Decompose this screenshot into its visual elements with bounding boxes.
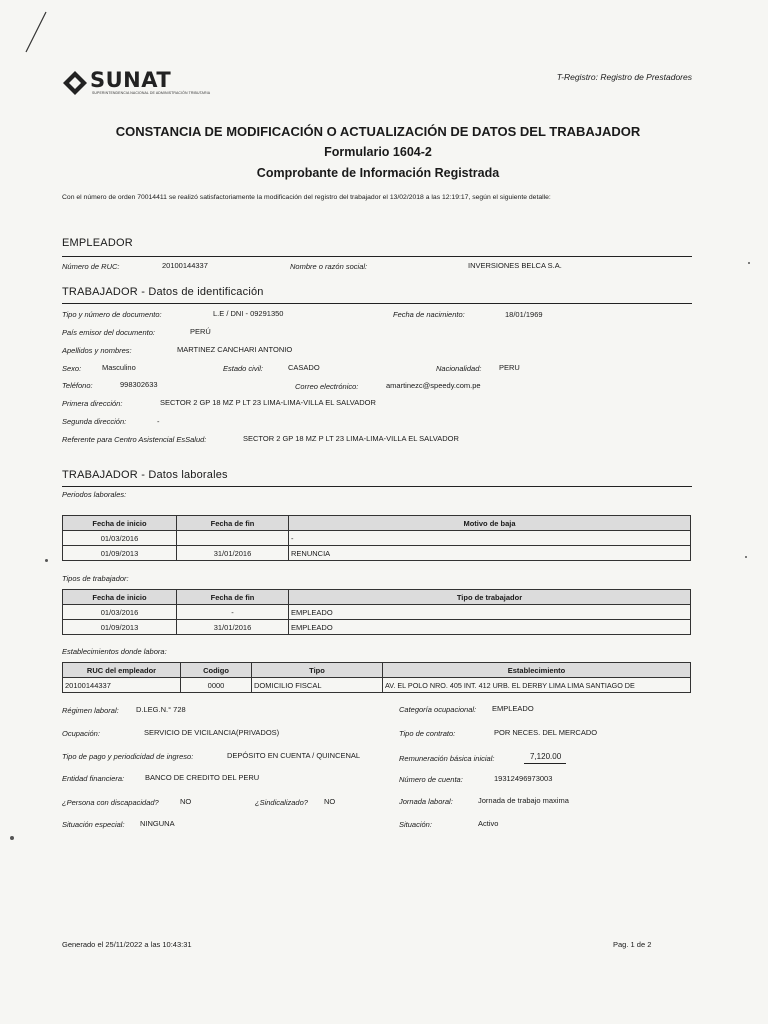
pago-value: DEPÓSITO EN CUENTA / QUINCENAL [227, 751, 361, 760]
column-header: Fecha de fin [177, 516, 289, 531]
document-subtitle: Comprobante de Información Registrada [256, 166, 500, 180]
telefono-label: Teléfono: [62, 381, 93, 390]
column-header: Establecimiento [383, 663, 691, 678]
table-header-row [63, 516, 691, 531]
column-header: RUC del empleador [63, 663, 181, 678]
tipos-table [62, 589, 691, 635]
table-cell: DOMICILIO FISCAL [252, 678, 383, 693]
discapacidad-label: ¿Persona con discapacidad? [62, 798, 159, 807]
table-cell: 0000 [181, 678, 252, 693]
discapacidad-value: NO [180, 797, 192, 806]
section-identificacion: TRABAJADOR - Datos de identificación [62, 286, 264, 298]
razon-social-value: INVERSIONES BELCA S.A. [468, 261, 562, 270]
sindicalizado-label: ¿Sindicalizado? [255, 798, 308, 807]
table-cell [177, 531, 289, 546]
sexo-label: Sexo: [62, 364, 82, 373]
essalud-label: Referente para Centro Asistencial EsSalud: [62, 435, 207, 444]
regimen-label: Régimen laboral: [62, 706, 119, 715]
table-row [63, 605, 691, 620]
table-cell: 31/01/2016 [177, 546, 289, 561]
periodos-label: Periodos laborales: [62, 490, 127, 499]
table-header-row [63, 590, 691, 605]
telefono-value: 998302633 [120, 380, 158, 389]
entidad-value: BANCO DE CREDITO DEL PERU [145, 773, 260, 782]
scan-speck [45, 559, 48, 562]
table-row [63, 546, 691, 561]
jornada-value: Jornada de trabajo maxima [478, 796, 569, 805]
column-header: Motivo de baja [289, 516, 691, 531]
form-number: Formulario 1604-2 [324, 145, 432, 159]
contrato-label: Tipo de contrato: [399, 729, 456, 738]
column-header: Fecha de fin [177, 590, 289, 605]
regimen-value: D.LEG.N.° 728 [136, 705, 186, 714]
section-empleador: EMPLEADOR [62, 237, 133, 249]
ruc-label: Número de RUC: [62, 262, 120, 271]
table-cell: 01/09/2013 [63, 620, 177, 635]
nacimiento-value: 18/01/1969 [505, 310, 543, 319]
nacimiento-label: Fecha de nacimiento: [393, 310, 465, 319]
table-cell: 01/09/2013 [63, 546, 177, 561]
essalud-value: SECTOR 2 GP 18 MZ P LT 23 LIMA-LIMA-VILLA EL SALVADOR [243, 434, 459, 443]
jornada-label: Jornada laboral: [399, 797, 453, 806]
situacion-value: Activo [478, 819, 499, 828]
section-divider [62, 486, 692, 487]
contrato-value: POR NECES. DEL MERCADO [494, 728, 598, 737]
table-cell: EMPLEADO [289, 605, 691, 620]
documento-label: Tipo y número de documento: [62, 310, 162, 319]
page-number: Pag. 1 de 2 [613, 940, 652, 949]
table-cell: RENUNCIA [289, 546, 691, 561]
cuenta-value: 19312496973003 [494, 774, 553, 783]
table-cell: 01/03/2016 [63, 531, 177, 546]
situacion-especial-label: Situación especial: [62, 820, 125, 829]
scan-speck [745, 556, 747, 558]
logo-wordmark: SUNAT [90, 68, 172, 92]
table-cell: 01/03/2016 [63, 605, 177, 620]
column-header: Tipo [252, 663, 383, 678]
generated-timestamp: Generado el 25/11/2022 a las 10:43:31 [62, 940, 192, 949]
correo-label: Correo electrónico: [295, 382, 359, 391]
table-cell: EMPLEADO [289, 620, 691, 635]
ocupacion-label: Ocupación: [62, 729, 100, 738]
nombres-label: Apellidos y nombres: [62, 346, 132, 355]
situacion-especial-value: NINGUNA [140, 819, 175, 828]
pago-label: Tipo de pago y periodicidad de ingreso: [62, 752, 194, 761]
logo-subtitle: SUPERINTENDENCIA NACIONAL DE ADMINISTRACIÓN TRIBUTARIA [92, 91, 211, 95]
remuneracion-label: Remuneración básica inicial: [399, 754, 495, 763]
registry-title: T-Registro: Registro de Prestadores [556, 72, 692, 82]
situacion-label: Situación: [399, 820, 432, 829]
pais-value: PERÚ [190, 327, 211, 336]
documento-value: L.E / DNI - 09291350 [213, 309, 284, 318]
section-laborales: TRABAJADOR - Datos laborales [62, 469, 228, 481]
sexo-value: Masculino [102, 363, 136, 372]
primera-direccion-value: SECTOR 2 GP 18 MZ P LT 23 LIMA-LIMA-VILLA EL SALVADOR [160, 398, 376, 407]
document-title: CONSTANCIA DE MODIFICACIÓN O ACTUALIZACIÓN DE DATOS DEL TRABAJADOR [115, 124, 641, 139]
table-row [63, 678, 691, 693]
column-header: Fecha de inicio [63, 516, 177, 531]
primera-direccion-label: Primera dirección: [62, 399, 123, 408]
column-header: Fecha de inicio [63, 590, 177, 605]
categoria-value: EMPLEADO [492, 704, 534, 713]
establecimientos-label: Establecimientos donde labora: [62, 647, 167, 656]
tipos-label: Tipos de trabajador: [62, 574, 129, 583]
remuneracion-value: 7,120.00 [530, 752, 562, 761]
ocupacion-value: SERVICIO DE VICILANCIA(PRIVADOS) [144, 728, 280, 737]
segunda-direccion-label: Segunda dirección: [62, 417, 127, 426]
estado-civil-value: CASADO [288, 363, 320, 372]
handwritten-underline [524, 763, 566, 764]
nombres-value: MARTINEZ CANCHARI ANTONIO [177, 345, 293, 354]
ruc-value: 20100144337 [162, 261, 208, 270]
table-row [63, 620, 691, 635]
entidad-label: Entidad financiera: [62, 774, 125, 783]
sunat-emblem-icon [62, 70, 88, 96]
correo-value: amartinezc@speedy.com.pe [386, 381, 481, 390]
column-header: Codigo [181, 663, 252, 678]
table-cell: 31/01/2016 [177, 620, 289, 635]
nacionalidad-value: PERU [499, 363, 520, 372]
establecimientos-table [62, 662, 691, 693]
pen-stroke-mark [22, 10, 52, 55]
cuenta-label: Número de cuenta: [399, 775, 463, 784]
razon-social-label: Nombre o razón social: [290, 262, 368, 271]
estado-civil-label: Estado civil: [223, 364, 264, 373]
sindicalizado-value: NO [324, 797, 336, 806]
intro-text: Con el número de orden 70014411 se realizó satisfactoriamente la modificación del registro del trabajador el 13/02/2018 a las 12:19:17, según el siguiente detalle: [62, 194, 551, 201]
segunda-direccion-value: - [157, 417, 160, 426]
table-row [63, 531, 691, 546]
pais-label: País emisor del documento: [62, 328, 155, 337]
table-cell: 20100144337 [63, 678, 181, 693]
table-cell: - [289, 531, 691, 546]
categoria-label: Categoría ocupacional: [399, 705, 477, 714]
section-divider [62, 256, 692, 257]
scan-speck [10, 836, 14, 840]
nacionalidad-label: Nacionalidad: [436, 364, 482, 373]
section-divider [62, 303, 692, 304]
column-header: Tipo de trabajador [289, 590, 691, 605]
periodos-table [62, 515, 691, 561]
table-header-row [63, 663, 691, 678]
scan-speck [748, 262, 750, 264]
table-cell: AV. EL POLO NRO. 405 INT. 412 URB. EL DERBY LIMA LIMA SANTIAGO DE [383, 678, 691, 693]
table-cell: - [177, 605, 289, 620]
